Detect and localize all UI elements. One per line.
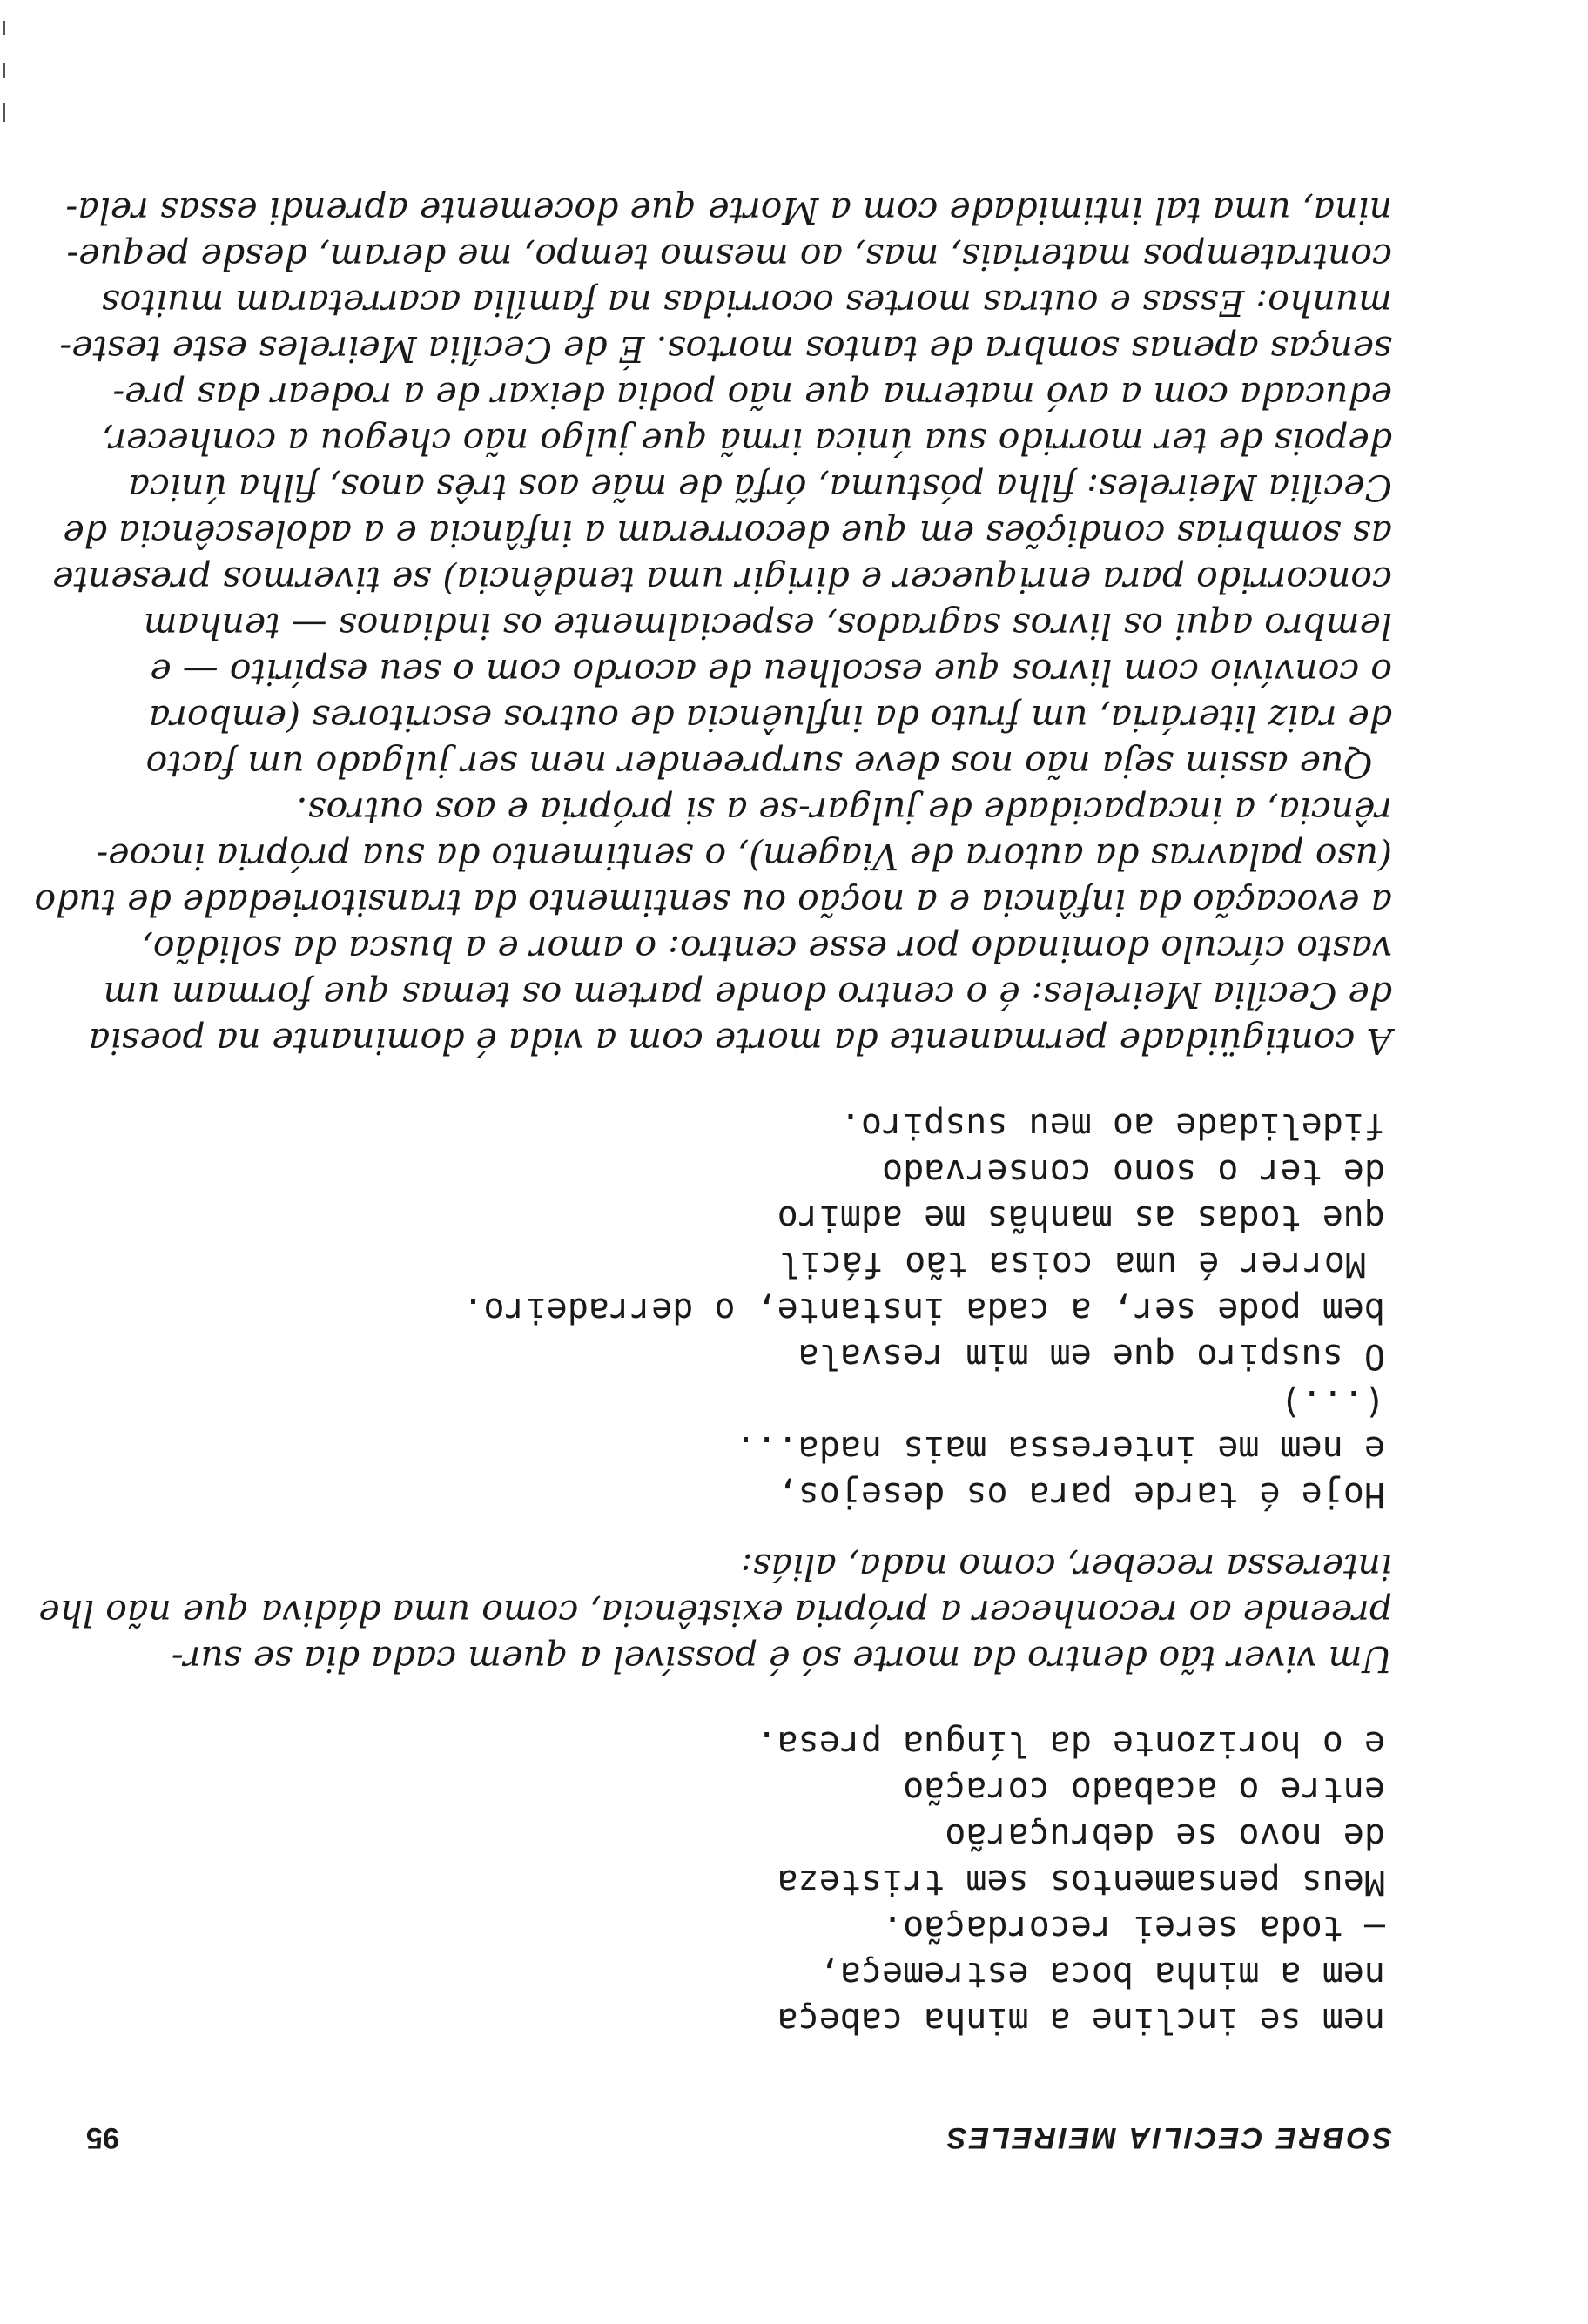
verse-line: Morrer é uma coisa tão fácil xyxy=(778,1244,1366,1284)
margin-marks xyxy=(0,0,7,131)
verse-line: e o horizonte da língua presa. xyxy=(756,1723,1385,1763)
prose-line: senças apenas sombra de tantos mortos. É de Cecília Meireles este teste- xyxy=(59,328,1392,370)
prose-line: (uso palavras da autora de Viagem), o sentimento da sua própria incoe- xyxy=(96,836,1392,877)
prose-line: A contigüidade permanente da morte com a vida é dominante na poesia xyxy=(88,1020,1392,1062)
prose-line: depois de ter morrido sua única irmã que julgo não chegou a conhecer, xyxy=(102,420,1392,462)
paragraph-2 xyxy=(34,787,1392,1064)
running-title: SOBRE CECILIA MEIRELES xyxy=(944,2121,1392,2154)
poem-excerpt-2 xyxy=(86,1102,1385,1517)
prose-line: lembro aqui os livros sagrados, especialmente os indianos — tenham xyxy=(143,605,1392,647)
prose-line: munho: Essas e outras mortes ocorridas na família acarretaram muitos xyxy=(101,282,1392,324)
verse-line: entre o acabado coração xyxy=(903,1770,1385,1810)
prose-line: interessa receber, como nada, aliás: xyxy=(740,1546,1392,1588)
prose-line: Cecília Meireles: filha póstuma, órfã de mãe aos três anos, filha única xyxy=(128,467,1392,508)
prose-line: Que assim seja não nos deve surpreender nem ser julgado um facto xyxy=(145,743,1373,785)
prose-line: Um viver tão dentro da morte só é possível a quem cada dia se sur- xyxy=(171,1638,1392,1680)
prose-line: o convívio com livros que escolheu de acordo com o seu espírito — e xyxy=(150,651,1392,693)
verse-line: de ter o sono conservado xyxy=(882,1152,1385,1192)
prose-line: de raiz literária, um fruto da influência de outros escritores (embora xyxy=(148,697,1392,739)
verse-line: de novo se debruçarão xyxy=(945,1816,1385,1856)
prose-line: concorrido para enriquecer e dirigir uma tendência) se tivermos presente xyxy=(52,559,1392,601)
page-content xyxy=(34,187,1392,2160)
prose-line: a evocação da infância e a noção ou sentimento da transitoriedade de tudo xyxy=(34,882,1392,924)
poem-excerpt-1 xyxy=(86,1720,1385,2043)
verse-line: bem pode ser, a cada instante, o derradeiro. xyxy=(462,1290,1385,1330)
prose-line: educada com a avó materna que não podia deixar de a rodear das pre- xyxy=(112,374,1392,416)
paragraph-1 xyxy=(38,1543,1392,1682)
verse-ellipsis: (...) xyxy=(1280,1382,1385,1422)
verse-line: Hoje é tarde para os desejos, xyxy=(777,1474,1385,1515)
paragraph-3 xyxy=(52,187,1392,787)
verse-line: e nem me interessa mais nada... xyxy=(735,1428,1385,1468)
prose-line: as sombrias condições em que decorreram a infância e a adolescência de xyxy=(63,513,1392,554)
verse-line: fidelidade ao meu suspiro. xyxy=(839,1105,1385,1145)
page-number: 95 xyxy=(86,2121,119,2154)
verse-line: que todas as manhãs me admiro xyxy=(777,1198,1385,1238)
prose-line: de Cecília Meireles: é o centro donde partem os temas que formam um xyxy=(103,974,1392,1016)
prose-line: preende ao reconhecer a própria existência, como uma dádiva que não lhe xyxy=(38,1592,1392,1634)
prose-line: rência, a incapacidade de julgar-se a si própria e aos outros. xyxy=(296,789,1392,831)
verse-line: nem se incline a minha cabeça xyxy=(777,2000,1385,2040)
running-header xyxy=(86,2114,1392,2160)
prose-line: contratempos materiais, mas, ao mesmo tempo, me deram, desde peque- xyxy=(66,236,1392,278)
prose-line: vasto círculo dominado por esse centro: o amor e a busca da solidão, xyxy=(141,928,1392,970)
verse-line: O suspiro que em mim resvala xyxy=(797,1336,1385,1376)
prose-line: nina, uma tal intimidade com a Morte que docemente aprendi essas rela- xyxy=(65,190,1392,232)
verse-line: — toda serei recordação. xyxy=(882,1908,1385,1948)
verse-line: nem a minha boca estremeça, xyxy=(818,1954,1385,1994)
verse-line: Meus pensamentos sem tristeza xyxy=(777,1862,1385,1902)
